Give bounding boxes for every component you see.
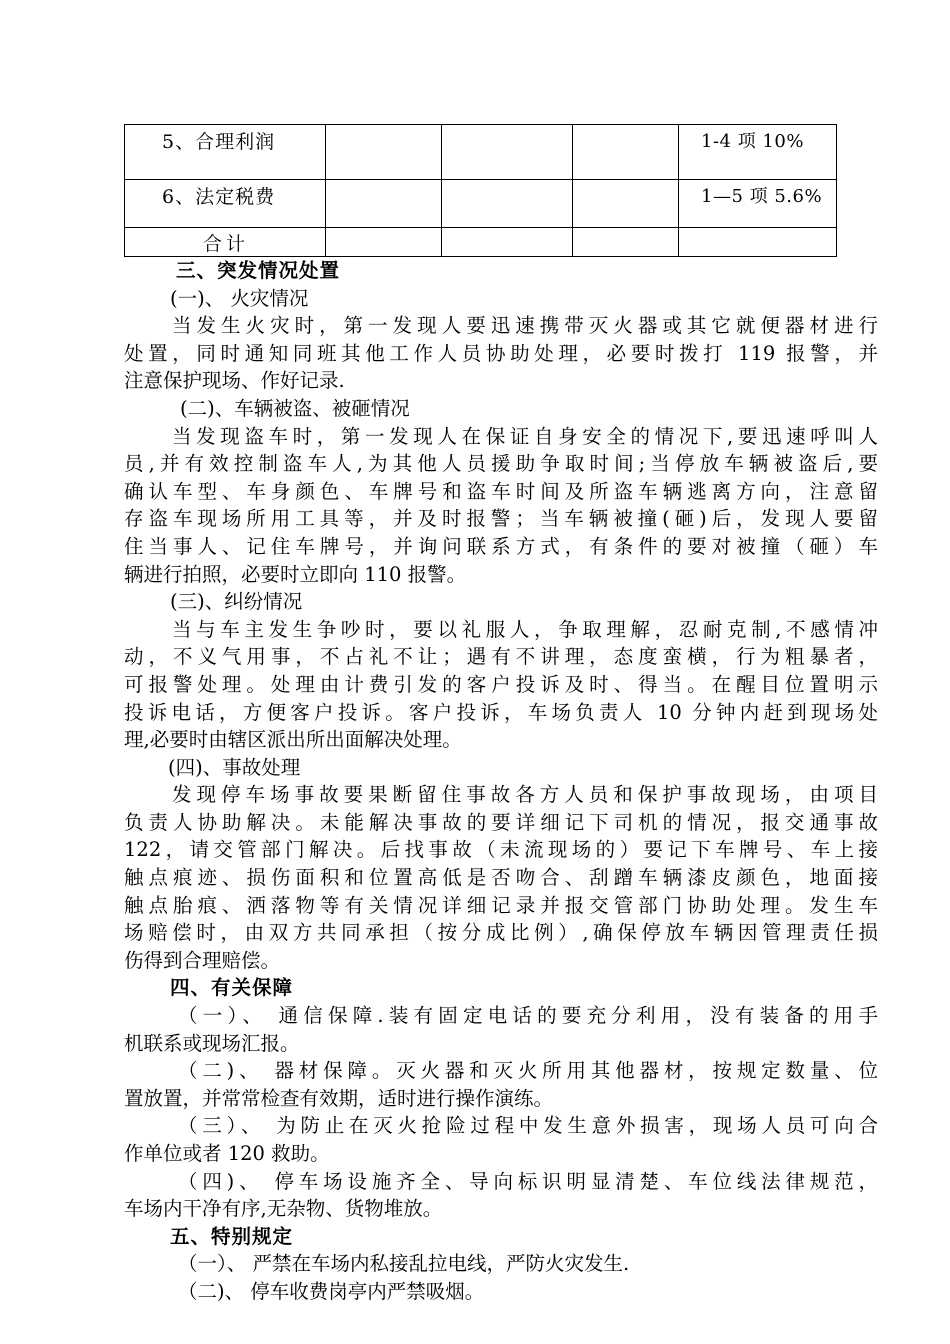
empty-cell bbox=[442, 125, 573, 180]
empty-cell bbox=[573, 180, 679, 228]
paragraph-line: （一）、 严禁在车场内私接乱拉电线，严防火灾发生. bbox=[178, 1252, 630, 1276]
document-body bbox=[124, 257, 878, 1306]
paragraph-line: 置放置，并常常检查有效期，适时进行操作演练。 bbox=[124, 1086, 554, 1110]
paragraph-line: 动，不义气用事，不占礼不让；遇有不讲理，态度蛮横，行为粗暴者， bbox=[124, 645, 878, 669]
paragraph-line: （四)、 停车场设施齐全、导向标识明显清楚、车位线法律规范， bbox=[178, 1169, 878, 1193]
section-heading: 三、突发情况处置 bbox=[176, 259, 341, 282]
table-row bbox=[125, 125, 837, 180]
empty-cell bbox=[326, 180, 442, 228]
paragraph-line: 负责人协助解决。未能解决事故的要详细记下司机的情况，报交通事故 bbox=[124, 810, 878, 834]
row-label: 6、法定税费 bbox=[162, 186, 276, 208]
empty-cell bbox=[326, 228, 442, 257]
paragraph-line: 存盗车现场所用工具等，并及时报警；当车辆被撞(砸)后，发现人要留 bbox=[124, 507, 878, 531]
cost-table bbox=[124, 124, 837, 257]
paragraph-line: 车场内干净有序,无杂物、货物堆放。 bbox=[124, 1197, 443, 1221]
paragraph-line: 理,必要时由辖区派出所出面解决处理。 bbox=[124, 728, 462, 752]
paragraph-line: 机联系或现场汇报。 bbox=[124, 1031, 300, 1055]
paragraph-line: 作单位或者 120 救助。 bbox=[124, 1142, 330, 1165]
subsection-heading: (二)、车辆被盗、被砸情况 bbox=[180, 396, 410, 420]
paragraph-line: 确认车型、车身颜色、车牌号和盗车时间及所盗车辆逃离方向，注意留 bbox=[124, 479, 878, 503]
paragraph-line: （二)、 器材保障。灭火器和灭火所用其他器材，按规定数量、位 bbox=[178, 1059, 878, 1083]
section-heading: 五、特别规定 bbox=[170, 1224, 294, 1248]
paragraph-line: （三）、 为防止在灭火抢险过程中发生意外损害，现场人员可向合 bbox=[178, 1114, 878, 1138]
paragraph-line: 投诉电话，方便客户投诉。客户投诉，车场负责人 10 分钟内赶到现场处 bbox=[124, 700, 878, 724]
empty-cell bbox=[679, 228, 837, 257]
paragraph-line: 伤得到合理赔偿。 bbox=[124, 948, 281, 972]
empty-cell bbox=[442, 180, 573, 228]
paragraph-line: 住当事人、记住车牌号，并询问联系方式，有条件的要对被撞（砸）车 bbox=[124, 534, 878, 558]
paragraph-line: 触点痕迹、损伤面积和位置高低是否吻合、刮蹭车辆漆皮颜色，地面接 bbox=[124, 866, 878, 890]
section-heading: 四、有关保障 bbox=[170, 976, 294, 1000]
table-row bbox=[125, 180, 837, 228]
empty-cell bbox=[573, 228, 679, 257]
paragraph-line: （二)、 停车收费岗亭内严禁吸烟。 bbox=[178, 1279, 485, 1303]
paragraph-line: 场赔偿时，由双方共同承担（按分成比例）,确保停放车辆因管理责任损 bbox=[124, 921, 878, 945]
row-label: 5、合理利润 bbox=[162, 131, 276, 153]
paragraph-line: 辆进行拍照，必要时立即向 110 报警。 bbox=[124, 562, 467, 586]
paragraph-line: 当发现盗车时，第一发现人在保证自身安全的情况下,要迅速呼叫人 bbox=[172, 424, 878, 448]
paragraph-line: 当与车主发生争吵时，要以礼服人，争取理解，忍耐克制,不感情冲 bbox=[172, 617, 878, 641]
paragraph-line: 发现停车场事故要果断留住事故各方人员和保护事故现场，由项目 bbox=[172, 783, 878, 807]
paragraph-line: 当发生火灾时，第一发现人要迅速携带灭火器或其它就便器材进行 bbox=[172, 314, 878, 338]
subsection-heading: (三)、纠纷情况 bbox=[170, 590, 303, 614]
subsection-heading: (一)、 火灾情况 bbox=[170, 286, 309, 310]
row-rate: 1-4 项 10% bbox=[701, 131, 804, 152]
empty-cell bbox=[326, 125, 442, 180]
empty-cell bbox=[573, 125, 679, 180]
paragraph-line: 员,并有效控制盗车人,为其他人员援助争取时间;当停放车辆被盗后,要 bbox=[124, 452, 878, 476]
paragraph-line: （一）、 通信保障.装有固定电话的要充分利用，没有装备的用手 bbox=[178, 1004, 878, 1028]
paragraph-line: 注意保护现场、作好记录. bbox=[124, 369, 345, 393]
subsection-heading: (四)、事故处理 bbox=[168, 755, 301, 779]
empty-cell bbox=[442, 228, 573, 257]
table-row-total bbox=[125, 228, 837, 257]
paragraph-line: 处置，同时通知同班其他工作人员协助处理，必要时拨打 119 报警，并 bbox=[124, 341, 878, 365]
paragraph-line: 可报警处理。处理由计费引发的客户投诉及时、得当。在醒目位置明示 bbox=[124, 672, 878, 696]
paragraph-line: 122，请交管部门解决。后找事故（未流现场的）要记下车牌号、车上接 bbox=[124, 838, 878, 862]
total-label: 合计 bbox=[203, 233, 250, 255]
paragraph-line: 触点胎痕、洒落物等有关情况详细记录并报交管部门协助处理。发生车 bbox=[124, 893, 878, 917]
row-rate: 1—5 项 5.6% bbox=[701, 186, 823, 207]
